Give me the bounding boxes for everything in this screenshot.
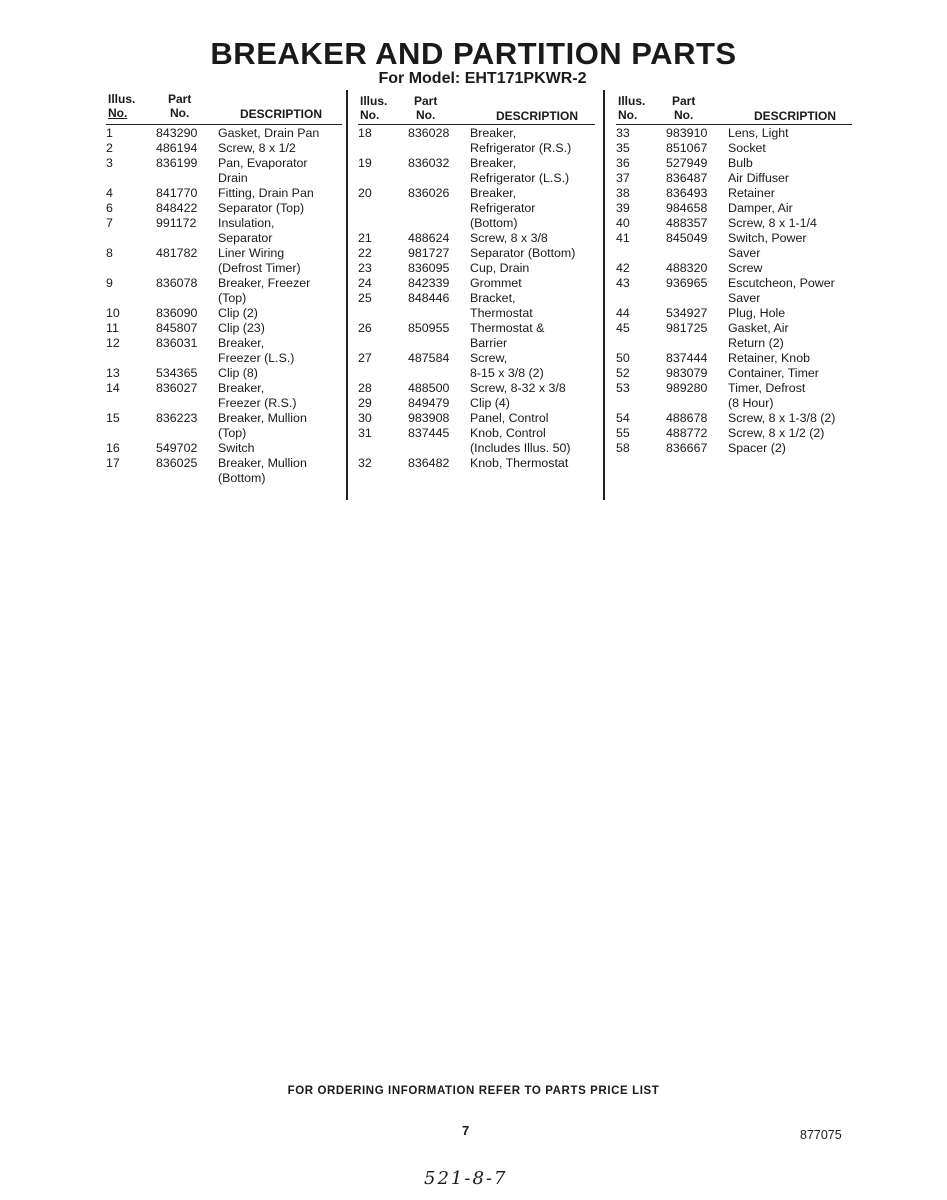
- part-description: [470, 276, 595, 291]
- part-description: [470, 456, 595, 471]
- parts-list: [358, 126, 595, 471]
- part-no-header: Part No.: [414, 94, 438, 122]
- part-no-header: Part No.: [168, 92, 192, 120]
- part-number: 983908: [408, 411, 450, 425]
- description-line: Barrier: [470, 336, 508, 350]
- part-description: [728, 426, 852, 441]
- part-number: 836031: [156, 336, 198, 350]
- illus-number: 35: [616, 141, 630, 155]
- table-row: [106, 321, 342, 336]
- part-description: [218, 336, 342, 366]
- part-description: [470, 426, 595, 456]
- description-line: Thermostat &: [470, 321, 545, 335]
- table-row: [106, 141, 342, 156]
- description-header: DESCRIPTION: [754, 109, 837, 123]
- table-row: [358, 261, 595, 276]
- document-number: 877075: [800, 1128, 842, 1142]
- illus-number: 8: [106, 246, 113, 260]
- table-row: [358, 456, 595, 471]
- part-description: [728, 366, 852, 381]
- part-description: [470, 156, 595, 186]
- parts-list: [106, 126, 342, 486]
- part-description: [218, 306, 342, 321]
- description-line: Switch, Power: [728, 231, 807, 245]
- part-number: 850955: [408, 321, 450, 335]
- part-number: 836025: [156, 456, 198, 470]
- part-description: [728, 261, 852, 276]
- description-line: Breaker, Mullion: [218, 411, 307, 425]
- illus-number: 18: [358, 126, 372, 140]
- description-line: Damper, Air: [728, 201, 793, 215]
- illus-number: 37: [616, 171, 630, 185]
- description-line: Panel, Control: [470, 411, 549, 425]
- part-description: [728, 276, 852, 306]
- part-number: 848422: [156, 201, 198, 215]
- description-line: (Bottom): [470, 216, 518, 230]
- description-line: Knob, Thermostat: [470, 456, 569, 470]
- illus-number: 11: [106, 321, 119, 335]
- description-line: Air Diffuser: [728, 171, 790, 185]
- illus-number: 29: [358, 396, 372, 410]
- description-line: (Defrost Timer): [218, 261, 301, 275]
- part-number: 836493: [666, 186, 708, 200]
- ordering-information: FOR ORDERING INFORMATION REFER TO PARTS PRICE LIST: [287, 1085, 660, 1097]
- part-description: [728, 156, 852, 171]
- table-row: [616, 441, 852, 456]
- part-description: [218, 411, 342, 441]
- part-number: 487584: [408, 351, 450, 365]
- part-number: 843290: [156, 126, 198, 140]
- description-line: Retainer, Knob: [728, 351, 810, 365]
- table-row: [106, 456, 342, 486]
- table-row: [616, 351, 852, 366]
- description-line: Fitting, Drain Pan: [218, 186, 314, 200]
- part-number: 836078: [156, 276, 198, 290]
- description-line: Gasket, Air: [728, 321, 789, 335]
- part-number: 989280: [666, 381, 708, 395]
- illus-number: 1: [106, 126, 113, 140]
- illus-number: 12: [106, 336, 120, 350]
- part-number: 984658: [666, 201, 708, 215]
- description-line: Escutcheon, Power: [728, 276, 835, 290]
- part-number: 836026: [408, 186, 450, 200]
- description-line: Breaker,: [218, 336, 265, 350]
- description-line: Clip (4): [470, 396, 510, 410]
- part-number: 836199: [156, 156, 198, 170]
- part-number: 848446: [408, 291, 450, 305]
- illus-number: 9: [106, 276, 113, 290]
- table-row: [106, 306, 342, 321]
- table-row: [358, 396, 595, 411]
- part-description: [728, 141, 852, 156]
- description-line: Screw, 8 x 1/2 (2): [728, 426, 825, 440]
- part-number: 983910: [666, 126, 708, 140]
- illus-number: 3: [106, 156, 113, 170]
- illus-number: 15: [106, 411, 120, 425]
- illus-number: 20: [358, 186, 372, 200]
- table-row: [616, 411, 852, 426]
- description-line: (Top): [218, 426, 247, 440]
- description-line: Bulb: [728, 156, 753, 170]
- illus-number: 50: [616, 351, 630, 365]
- part-number: 549702: [156, 441, 198, 455]
- part-description: [218, 381, 342, 411]
- part-description: [218, 276, 342, 306]
- part-description: [218, 216, 342, 246]
- description-line: Gasket, Drain Pan: [218, 126, 320, 140]
- part-number: 845049: [666, 231, 708, 245]
- page-title: BREAKER AND PARTITION PARTS: [210, 36, 737, 71]
- description-line: Liner Wiring: [218, 246, 285, 260]
- table-row: [616, 171, 852, 186]
- illus-number: 41: [616, 231, 630, 245]
- description-line: Drain: [218, 171, 248, 185]
- table-row: [106, 186, 342, 201]
- illus-no-header: Illus. No.: [618, 94, 646, 122]
- parts-column-2: [358, 90, 595, 471]
- table-row: [106, 246, 342, 276]
- description-line: (8 Hour): [728, 396, 774, 410]
- column-header: [358, 90, 595, 125]
- part-number: 488772: [666, 426, 708, 440]
- part-description: [728, 306, 852, 321]
- description-line: Screw, 8 x 1-3/8 (2): [728, 411, 836, 425]
- illus-number: 33: [616, 126, 630, 140]
- description-line: Thermostat: [470, 306, 533, 320]
- parts-column-3: [616, 90, 852, 456]
- part-description: [728, 351, 852, 366]
- part-description: [218, 141, 342, 156]
- description-line: Breaker,: [470, 126, 517, 140]
- part-description: [218, 441, 342, 456]
- part-number: 837445: [408, 426, 450, 440]
- description-line: Lens, Light: [728, 126, 789, 140]
- part-number: 527949: [666, 156, 708, 170]
- part-description: [728, 231, 852, 261]
- part-description: [728, 201, 852, 216]
- illus-number: 54: [616, 411, 630, 425]
- part-number: 486194: [156, 141, 198, 155]
- part-number: 837444: [666, 351, 708, 365]
- description-line: Separator (Bottom): [470, 246, 576, 260]
- description-line: Breaker,: [218, 381, 265, 395]
- model-subtitle: For Model: EHT171PKWR-2: [378, 70, 587, 87]
- illus-number: 23: [358, 261, 372, 275]
- parts-list: [616, 126, 852, 456]
- illus-number: 42: [616, 261, 630, 275]
- description-line: Breaker, Freezer: [218, 276, 311, 290]
- illus-number: 21: [358, 231, 372, 245]
- illus-number: 38: [616, 186, 630, 200]
- description-line: 8-15 x 3/8 (2): [470, 366, 544, 380]
- description-line: (Bottom): [218, 471, 266, 485]
- illus-number: 39: [616, 201, 630, 215]
- part-number: 534927: [666, 306, 708, 320]
- table-row: [358, 156, 595, 186]
- handwritten-note: 521-8-7: [424, 1168, 508, 1189]
- description-line: Saver: [728, 246, 761, 260]
- description-line: (Includes Illus. 50): [470, 441, 571, 455]
- description-line: Refrigerator (R.S.): [470, 141, 572, 155]
- part-description: [470, 261, 595, 276]
- part-number: 936965: [666, 276, 708, 290]
- part-description: [470, 291, 595, 321]
- description-line: Clip (23): [218, 321, 265, 335]
- part-description: [728, 411, 852, 426]
- column-header: [616, 90, 852, 125]
- table-row: [358, 246, 595, 261]
- part-description: [728, 216, 852, 231]
- description-line: Grommet: [470, 276, 522, 290]
- part-description: [218, 126, 342, 141]
- illus-number: 36: [616, 156, 630, 170]
- illus-number: 7: [106, 216, 113, 230]
- illus-number: 4: [106, 186, 113, 200]
- part-number: 534365: [156, 366, 198, 380]
- part-number: 488500: [408, 381, 450, 395]
- description-line: Separator (Top): [218, 201, 305, 215]
- description-line: (Top): [218, 291, 247, 305]
- part-number: 488624: [408, 231, 450, 245]
- part-number: 981725: [666, 321, 708, 335]
- description-header: DESCRIPTION: [496, 109, 579, 123]
- page-number: 7: [462, 1123, 470, 1138]
- part-number: 842339: [408, 276, 450, 290]
- part-description: [470, 411, 595, 426]
- table-row: [616, 231, 852, 261]
- part-number: 481782: [156, 246, 198, 260]
- part-description: [218, 246, 342, 276]
- description-line: Refrigerator: [470, 201, 536, 215]
- part-number: 836223: [156, 411, 198, 425]
- table-row: [358, 276, 595, 291]
- column-header: [106, 90, 342, 125]
- illus-number: 44: [616, 306, 630, 320]
- part-number: 488357: [666, 216, 708, 230]
- illus-number: 43: [616, 276, 630, 290]
- part-number: 836090: [156, 306, 198, 320]
- part-description: [218, 156, 342, 186]
- part-number: 488320: [666, 261, 708, 275]
- table-row: [358, 291, 595, 321]
- description-line: Return (2): [728, 336, 784, 350]
- description-line: Freezer (L.S.): [218, 351, 295, 365]
- table-row: [106, 366, 342, 381]
- table-row: [358, 321, 595, 351]
- illus-number: 24: [358, 276, 372, 290]
- illus-no-header: Illus. No.: [108, 92, 136, 120]
- part-description: [470, 231, 595, 246]
- description-line: Screw: [728, 261, 763, 275]
- table-row: [106, 276, 342, 306]
- table-row: [106, 126, 342, 141]
- part-description: [728, 441, 852, 456]
- description-line: Screw, 8 x 1-1/4: [728, 216, 817, 230]
- description-line: Screw, 8 x 3/8: [470, 231, 548, 245]
- table-row: [616, 141, 852, 156]
- part-number: 488678: [666, 411, 708, 425]
- part-description: [470, 321, 595, 351]
- illus-number: 45: [616, 321, 630, 335]
- part-number: 836027: [156, 381, 198, 395]
- part-description: [470, 186, 595, 231]
- part-no-header: Part No.: [672, 94, 696, 122]
- part-number: 836028: [408, 126, 450, 140]
- table-row: [358, 231, 595, 246]
- illus-number: 10: [106, 306, 120, 320]
- part-description: [728, 126, 852, 141]
- table-row: [106, 381, 342, 411]
- illus-number: 53: [616, 381, 630, 395]
- description-line: Separator: [218, 231, 273, 245]
- table-row: [616, 306, 852, 321]
- part-number: 981727: [408, 246, 450, 260]
- description-line: Breaker,: [470, 156, 517, 170]
- illus-number: 25: [358, 291, 372, 305]
- part-number: 836095: [408, 261, 450, 275]
- description-line: Breaker, Mullion: [218, 456, 307, 470]
- table-row: [358, 381, 595, 396]
- part-description: [470, 246, 595, 261]
- table-row: [358, 411, 595, 426]
- description-line: Saver: [728, 291, 761, 305]
- description-line: Bracket,: [470, 291, 516, 305]
- table-row: [106, 156, 342, 186]
- description-line: Screw,: [470, 351, 508, 365]
- column-divider: [346, 90, 348, 500]
- part-description: [728, 321, 852, 351]
- table-row: [616, 216, 852, 231]
- part-number: 845807: [156, 321, 198, 335]
- illus-number: 2: [106, 141, 113, 155]
- part-number: 836667: [666, 441, 708, 455]
- illus-number: 17: [106, 456, 120, 470]
- description-line: Retainer: [728, 186, 775, 200]
- table-row: [106, 441, 342, 456]
- description-line: Pan, Evaporator: [218, 156, 308, 170]
- table-row: [358, 426, 595, 456]
- description-line: Clip (2): [218, 306, 258, 320]
- illus-number: 13: [106, 366, 120, 380]
- part-description: [728, 186, 852, 201]
- part-description: [218, 321, 342, 336]
- table-row: [616, 381, 852, 411]
- illus-number: 14: [106, 381, 120, 395]
- illus-number: 55: [616, 426, 630, 440]
- part-number: 836482: [408, 456, 450, 470]
- part-number: 841770: [156, 186, 198, 200]
- part-number: 836032: [408, 156, 450, 170]
- illus-number: 40: [616, 216, 630, 230]
- table-row: [106, 201, 342, 216]
- illus-number: 6: [106, 201, 113, 215]
- illus-number: 27: [358, 351, 372, 365]
- part-number: 851067: [666, 141, 708, 155]
- illus-no-header: Illus. No.: [360, 94, 388, 122]
- description-line: Clip (8): [218, 366, 258, 380]
- part-description: [470, 396, 595, 411]
- description-line: Screw, 8-32 x 3/8: [470, 381, 566, 395]
- description-line: Spacer (2): [728, 441, 786, 455]
- column-divider: [603, 90, 605, 500]
- part-description: [218, 456, 342, 486]
- description-line: Container, Timer: [728, 366, 819, 380]
- parts-column-1: [106, 90, 342, 486]
- part-description: [728, 381, 852, 411]
- description-line: Switch: [218, 441, 255, 455]
- part-number: 983079: [666, 366, 708, 380]
- part-number: 991172: [156, 216, 197, 230]
- part-number: 836487: [666, 171, 708, 185]
- part-description: [218, 366, 342, 381]
- illus-number: 22: [358, 246, 372, 260]
- table-row: [616, 366, 852, 381]
- table-row: [616, 426, 852, 441]
- table-row: [106, 216, 342, 246]
- illus-number: 26: [358, 321, 372, 335]
- part-number: 849479: [408, 396, 450, 410]
- description-line: Cup, Drain: [470, 261, 530, 275]
- illus-number: 30: [358, 411, 372, 425]
- part-description: [218, 201, 342, 216]
- table-row: [616, 276, 852, 306]
- description-line: Screw, 8 x 1/2: [218, 141, 296, 155]
- part-description: [728, 171, 852, 186]
- table-row: [616, 156, 852, 171]
- part-description: [218, 186, 342, 201]
- part-description: [470, 381, 595, 396]
- illus-number: 52: [616, 366, 630, 380]
- table-row: [358, 126, 595, 156]
- table-row: [616, 186, 852, 201]
- illus-number: 19: [358, 156, 372, 170]
- illus-number: 58: [616, 441, 630, 455]
- part-description: [470, 351, 595, 381]
- description-line: Timer, Defrost: [728, 381, 806, 395]
- description-line: Plug, Hole: [728, 306, 786, 320]
- description-header: DESCRIPTION: [240, 107, 323, 121]
- illus-number: 28: [358, 381, 372, 395]
- description-line: Freezer (R.S.): [218, 396, 297, 410]
- description-line: Breaker,: [470, 186, 517, 200]
- table-row: [106, 411, 342, 441]
- table-row: [616, 261, 852, 276]
- part-description: [470, 126, 595, 156]
- description-line: Knob, Control: [470, 426, 546, 440]
- description-line: Insulation,: [218, 216, 275, 230]
- illus-number: 32: [358, 456, 372, 470]
- table-row: [358, 351, 595, 381]
- description-line: Refrigerator (L.S.): [470, 171, 570, 185]
- table-row: [106, 336, 342, 366]
- table-row: [358, 186, 595, 231]
- description-line: Socket: [728, 141, 766, 155]
- illus-number: 31: [358, 426, 372, 440]
- table-row: [616, 201, 852, 216]
- table-row: [616, 321, 852, 351]
- illus-number: 16: [106, 441, 120, 455]
- table-row: [616, 126, 852, 141]
